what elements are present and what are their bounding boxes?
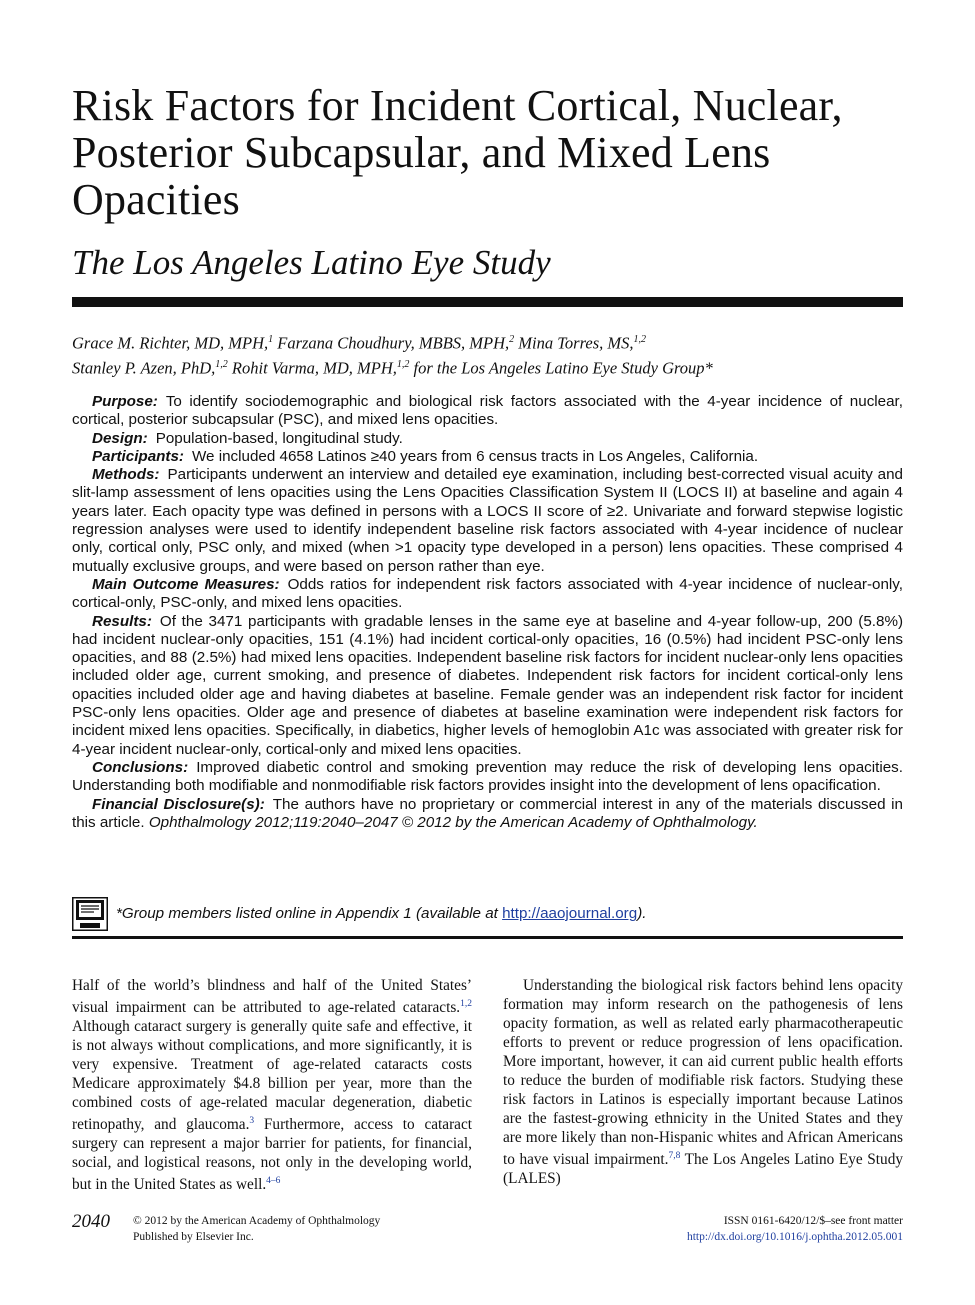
section-text: Improved diabetic control and smoking prevention may reduce the risk of developing lens opacities. Understanding both modifiable and nonmodifiable risk factors provides insight into the development of lens opacification. — [72, 758, 903, 795]
note-text: ). — [637, 905, 647, 922]
reference-marker[interactable]: 7,8 — [668, 1151, 681, 1161]
abstract-disclosure — [72, 796, 903, 833]
affiliation-marker: 1 — [268, 334, 274, 345]
section-text: Of the 3471 participants with gradable lenses in the same eye at baseline and 4-year follow-up, 200 (5.8%) had incident nuclear-only opacities, 151 (4.1%) had incident cortical-only opacities, 16 (0.5%) had incident PSC-only lens opacities, and 88 (2.5%) had mixed lens opacities. Independent baseline risk factors for incident nuclear-only lens opacities included older age, current smoking, and presence of diabetes. Independent risk factors for incident cortical-only lens opacities included older age and having diabetes at baseline. Female gender was an independent risk factor for incident PSC-only lens opacities. Older age and presence of diabetes at baseline examination were independent risk factors for incident mixed lens opacities. Specifically, in diabetics, higher levels of hemoglobin A1c was associated with greater risk for 4-year incident nuclear-only, cortical-only and mixed lens opacities. — [72, 612, 903, 758]
author-name: Mina Torres, MS, — [514, 333, 634, 353]
body-column-left — [72, 976, 472, 1194]
computer-monitor-icon — [72, 897, 108, 931]
abstract-purpose — [72, 393, 903, 430]
author-name: Stanley P. Azen, PhD, — [72, 358, 216, 377]
appendix-text — [116, 905, 646, 922]
section-label: Purpose: — [92, 393, 158, 410]
abstract-conclusions — [72, 759, 903, 796]
article-subtitle: The Los Angeles Latino Eye Study — [72, 243, 551, 282]
section-text: The authors have no proprietary or commercial interest in any of the materials discussed in this article. — [72, 795, 903, 831]
section-label: Design: — [92, 429, 148, 447]
section-text: We included 4658 Latinos ≥40 years from 6 census tracts in Los Angeles, California. — [192, 447, 759, 465]
section-label: Participants: — [92, 447, 184, 465]
section-label: Main Outcome Measures: — [92, 575, 280, 593]
section-label: Conclusions: — [92, 758, 189, 776]
section-text: Participants underwent an interview and detailed eye examination, including best-corrected visual acuity and slit-lamp assessment of lens opacities using the Lens Opacities Classification System II (LOCS II) at baseline and again 4 years later. Each opacity type was defined in persons with a LOCS II score of ≥2. Univariate and forward stepwise logistic regression analyses were used to identify independent baseline risk factors associated with 4-year incidence of nuclear only, cortical only, PSC only, and mixed (when >1 opacity type developed in a person) lens opacities. These comprised 4 mutually exclusive groups, and were based on person rather than eye. — [72, 466, 903, 575]
body-text: Furthermore, access to cataract surgery can represent a major barrier for patients, for financial, social, and logistical reasons, not only in the developing world, but in the United States as well. — [72, 1116, 472, 1194]
section-label: Methods: — [92, 466, 160, 484]
abstract-participants — [72, 448, 903, 466]
body-text: Understanding the biological risk factors behind lens opacity formation may inform research on the pathogenesis of lens opacity formation, as well as related early pharmacotherapeutic efforts to prevent or reduce progression of lens opacification. More important, however, it can aid current public health efforts to reduce the burden of modifiable risk factors. Studying these risk factors in Latinos is especially important because Latinos are the fastest-growing ethnicity in the United States and they are more likely than non-Hispanic whites and African Americans to have visual impairment. — [503, 977, 903, 1169]
affiliation-marker: 2 — [509, 334, 515, 345]
author-name: Rohit Varma, MD, MPH, — [227, 358, 397, 377]
body-column-right — [503, 976, 903, 1188]
title-rule — [72, 297, 903, 307]
abstract-rule — [72, 936, 903, 939]
issn-line: ISSN 0161-6420/12/$–see front matter — [723, 1215, 903, 1227]
section-text: Odds ratios for independent risk factors associated with 4-year incidence of nuclear-only, cortical-only, PSC-only, and mixed lens opacities. — [72, 575, 903, 612]
abstract — [72, 393, 903, 832]
author-name: Farzana Choudhury, MBBS, MPH, — [273, 333, 510, 353]
note-text: *Group members listed online in Appendix 1 (available at — [116, 905, 503, 922]
publisher-line: Published by Elsevier Inc. — [133, 1231, 254, 1243]
study-group: for the Los Angeles Latino Eye Study Group* — [409, 358, 713, 377]
page-number: 2040 — [72, 1211, 110, 1232]
abstract-design — [72, 430, 903, 448]
author-list — [72, 329, 912, 378]
section-label: Results: — [92, 612, 152, 630]
online-appendix-note — [72, 897, 903, 931]
body-text: Although cataract surgery is generally quite safe and effective, it is not always without complications, and more significantly, it is very expensive. Treatment of age-related cataracts costs Medicare approximately $4.8 billion per year, more than the combined costs of age-related macular degeneration, diabetic retinopathy, and glaucoma. — [72, 1018, 472, 1134]
affiliation-marker: 1,2 — [215, 358, 228, 370]
page-footer — [72, 1211, 903, 1251]
body-paragraph — [503, 976, 903, 1188]
journal-link[interactable]: http://aaojournal.org — [502, 905, 638, 922]
body-text: The Los Angeles Latino Eye Study (LALES) — [503, 1151, 903, 1188]
abstract-outcome — [72, 576, 903, 613]
abstract-results — [72, 613, 903, 759]
affiliation-marker: 1,2 — [633, 334, 646, 345]
body-text: Half of the world’s blindness and half of the United States’ visual impairment can be attributed to age-related cataracts. — [72, 977, 472, 1017]
reference-marker[interactable]: 4–6 — [266, 1176, 281, 1187]
abstract-methods — [72, 466, 903, 576]
body-paragraph — [72, 976, 472, 1194]
article-title: Risk Factors for Incident Cortical, Nuclear, Posterior Subcapsular, and Mixed Lens Opacities — [72, 81, 843, 224]
affiliation-marker: 1,2 — [396, 358, 410, 370]
doi-link[interactable]: http://dx.doi.org/10.1016/j.ophtha.2012.05.001 — [686, 1231, 903, 1243]
journal-citation: Ophthalmology 2012;119:2040–2047 © 2012 by the American Academy of Ophthalmology. — [148, 813, 758, 831]
section-text: To identify sociodemographic and biological risk factors associated with the 4-year incidence of nuclear, cortical, posterior subcapsular (PSC), and mixed lens opacities. — [72, 393, 903, 429]
author-name: Grace M. Richter, MD, MPH, — [72, 333, 269, 353]
reference-marker[interactable]: 3 — [249, 1116, 255, 1127]
section-label: Financial Disclosure(s): — [92, 795, 265, 813]
copyright-line: © 2012 by the American Academy of Ophthalmology — [133, 1215, 381, 1227]
reference-marker[interactable]: 1,2 — [460, 999, 472, 1009]
section-text: Population-based, longitudinal study. — [155, 429, 403, 447]
